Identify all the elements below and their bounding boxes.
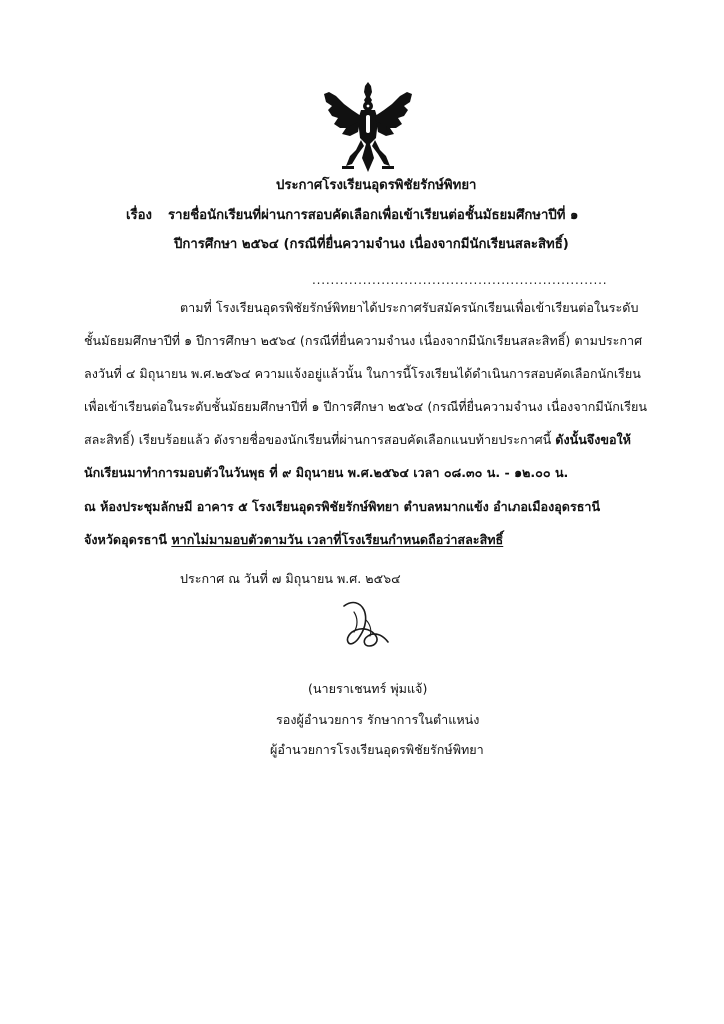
body-line-8-warning: หากไม่มามอบตัวตามวัน เวลาที่โรงเรียนกำหนดถือว่าสละสิทธิ์ xyxy=(171,532,504,547)
body-line-4: เพื่อเข้าเรียนต่อในระดับชั้นมัธยมศึกษาปีที่ ๑ ปีการศึกษา ๒๕๖๔ (กรณีที่ยื่นความจำนง เนื่องจากมีนักเรียน xyxy=(84,399,647,414)
garuda-emblem-icon xyxy=(322,82,414,174)
signature-icon xyxy=(336,596,396,656)
signer-position-2: ผู้อำนวยการโรงเรียนอุดรพิชัยรักษ์พิทยา xyxy=(270,742,484,757)
body-line-5-emphasis: ดังนั้นจึงขอให้ xyxy=(555,432,631,447)
subject-line-1: รายชื่อนักเรียนที่ผ่านการสอบคัดเลือกเพื่อเข้าเรียนต่อชั้นมัธยมศึกษาปีที่ ๑ xyxy=(168,208,579,223)
body-line-5-text: สละสิทธิ์) เรียบร้อยแล้ว ดังรายชื่อของนักเรียนที่ผ่านการสอบคัดเลือกแนบท้ายประกาศนี้ xyxy=(84,432,556,447)
body-line-7: ณ ห้องประชุมลักษมี อาคาร ๕ โรงเรียนอุดรพิชัยรักษ์พิทยา ตำบลหมากแข้ง อำเภอเมืองอุดรธานี xyxy=(84,499,601,514)
subject-line-2: ปีการศึกษา ๒๕๖๔ (กรณีที่ยื่นความจำนง เนื่องจากมีนักเรียนสละสิทธิ์) xyxy=(174,237,569,252)
body-line-5 xyxy=(84,430,631,450)
signer-name: (นายราเชนทร์ พุ่มแจ้) xyxy=(308,681,428,696)
signer-position-1: รองผู้อำนวยการ รักษาการในตำแหน่ง xyxy=(276,712,480,727)
separator-line: ................................................................ xyxy=(312,273,608,287)
body-line-6: นักเรียนมาทำการมอบตัวในวันพุธ ที่ ๙ มิถุนายน พ.ศ.๒๕๖๔ เวลา ๐๘.๓๐ น. - ๑๒.๐๐ น. xyxy=(84,465,569,480)
body-line-8-province: จังหวัดอุดรธานี xyxy=(84,532,172,547)
body-line-3: ลงวันที่ ๔ มิถุนายน พ.ศ.๒๕๖๔ ความแจ้งอยู่แล้วนั้น ในการนี้โรงเรียนได้ดำเนินการสอบคัดเลือกนักเรียน xyxy=(84,366,641,381)
body-line-8 xyxy=(84,530,503,550)
document-title: ประกาศโรงเรียนอุดรพิชัยรักษ์พิทยา xyxy=(276,178,477,193)
body-line-2: ชั้นมัธยมศึกษาปีที่ ๑ ปีการศึกษา ๒๕๖๔ (กรณีที่ยื่นความจำนง เนื่องจากมีนักเรียนสละสิทธิ์) ตามประกาศ xyxy=(84,333,643,348)
announcement-date: ประกาศ ณ วันที่ ๗ มิถุนายน พ.ศ. ๒๕๖๔ xyxy=(180,571,401,586)
body-line-1: ตามที่ โรงเรียนอุดรพิชัยรักษ์พิทยาได้ประกาศรับสมัครนักเรียนเพื่อเข้าเรียนต่อในระดับ xyxy=(180,300,639,315)
subject-label: เรื่อง xyxy=(126,208,152,223)
